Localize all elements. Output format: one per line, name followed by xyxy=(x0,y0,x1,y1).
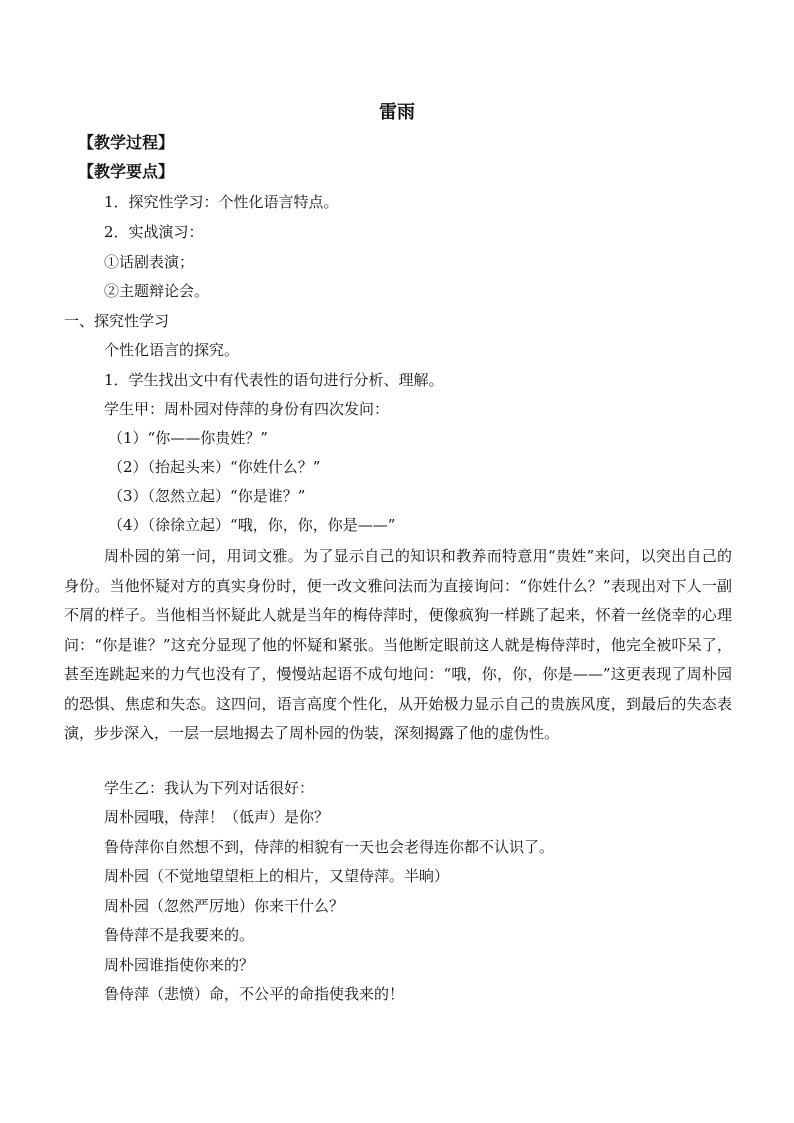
dialogue-line: 周朴园（忽然严厉地）你来干什么？ xyxy=(104,897,345,915)
student-b-line: 学生乙：我认为下列对话很好： xyxy=(104,779,315,797)
dialogue-line: 周朴园哦，侍萍！（低声）是你？ xyxy=(104,808,330,826)
point-item: 1．探究性学习：个性化语言特点。 xyxy=(104,193,339,211)
heading-teaching-points: 【教学要点】 xyxy=(78,162,175,181)
point-item: ②主题辩论会。 xyxy=(104,282,210,300)
student-a-line: 学生甲：周朴园对侍萍的身份有四次发问： xyxy=(104,400,390,418)
section-intro: 个性化语言的探究。 xyxy=(104,341,240,359)
point-item: ①话剧表演； xyxy=(104,253,195,271)
heading-teaching-process: 【教学过程】 xyxy=(78,133,175,152)
question-item: （2）（抬起头来）“你姓什么？” xyxy=(108,458,321,476)
section-heading: 一、探究性学习 xyxy=(64,312,170,330)
task-line: 1．学生找出文中有代表性的语句进行分析、理解。 xyxy=(104,371,444,389)
question-item: （4）（徐徐立起）“哦，你，你，你是——” xyxy=(108,516,396,534)
question-item: （1）“你——你贵姓？” xyxy=(108,429,268,447)
point-item: 2．实战演习： xyxy=(104,223,204,241)
question-item: （3）（忽然立起）“你是谁？” xyxy=(108,487,306,505)
dialogue-line: 周朴园谁指使你来的？ xyxy=(104,956,255,974)
dialogue-line: 鲁侍萍不是我要来的。 xyxy=(104,926,255,944)
dialogue-line: 鲁侍萍（悲愤）命，不公平的命指使我来的！ xyxy=(104,985,405,1003)
dialogue-line: 鲁侍萍你自然想不到，侍萍的相貌有一天也会老得连你都不认识了。 xyxy=(104,838,555,856)
page-title: 雷雨 xyxy=(379,102,415,123)
dialogue-line: 周朴园（不觉地望望柜上的相片，又望侍萍。半晌） xyxy=(104,867,450,885)
analysis-paragraph: 周朴园的第一问，用词文雅。为了显示自己的知识和教养而特意用“贵姓”来问，以突出自己的身份。当他怀疑对方的真实身份时，便一改文雅问法而为直接询问：“你姓什么？”表现出对下人一副不屑的样子。当他相当怀疑此人就是当年的梅侍萍时，便像疯狗一样跳了起来，怀着一丝侥幸的心理问：“你是谁？”这充分显现了他的怀疑和紧张。当他断定眼前这人就是梅侍萍时，他完全被吓呆了，甚至连跳起来的力气也没有了，慢慢站起语不成句地问：“哦，你，你，你是——”这更表现了周朴园的恐惧、焦虑和失态。这四问，语言高度个性化，从开始极力显示自己的贵族风度，到最后的失态表演，步步深入，一层一层地揭去了周朴园的伪装，深刻揭露了他的虚伪性。 xyxy=(64,547,732,742)
